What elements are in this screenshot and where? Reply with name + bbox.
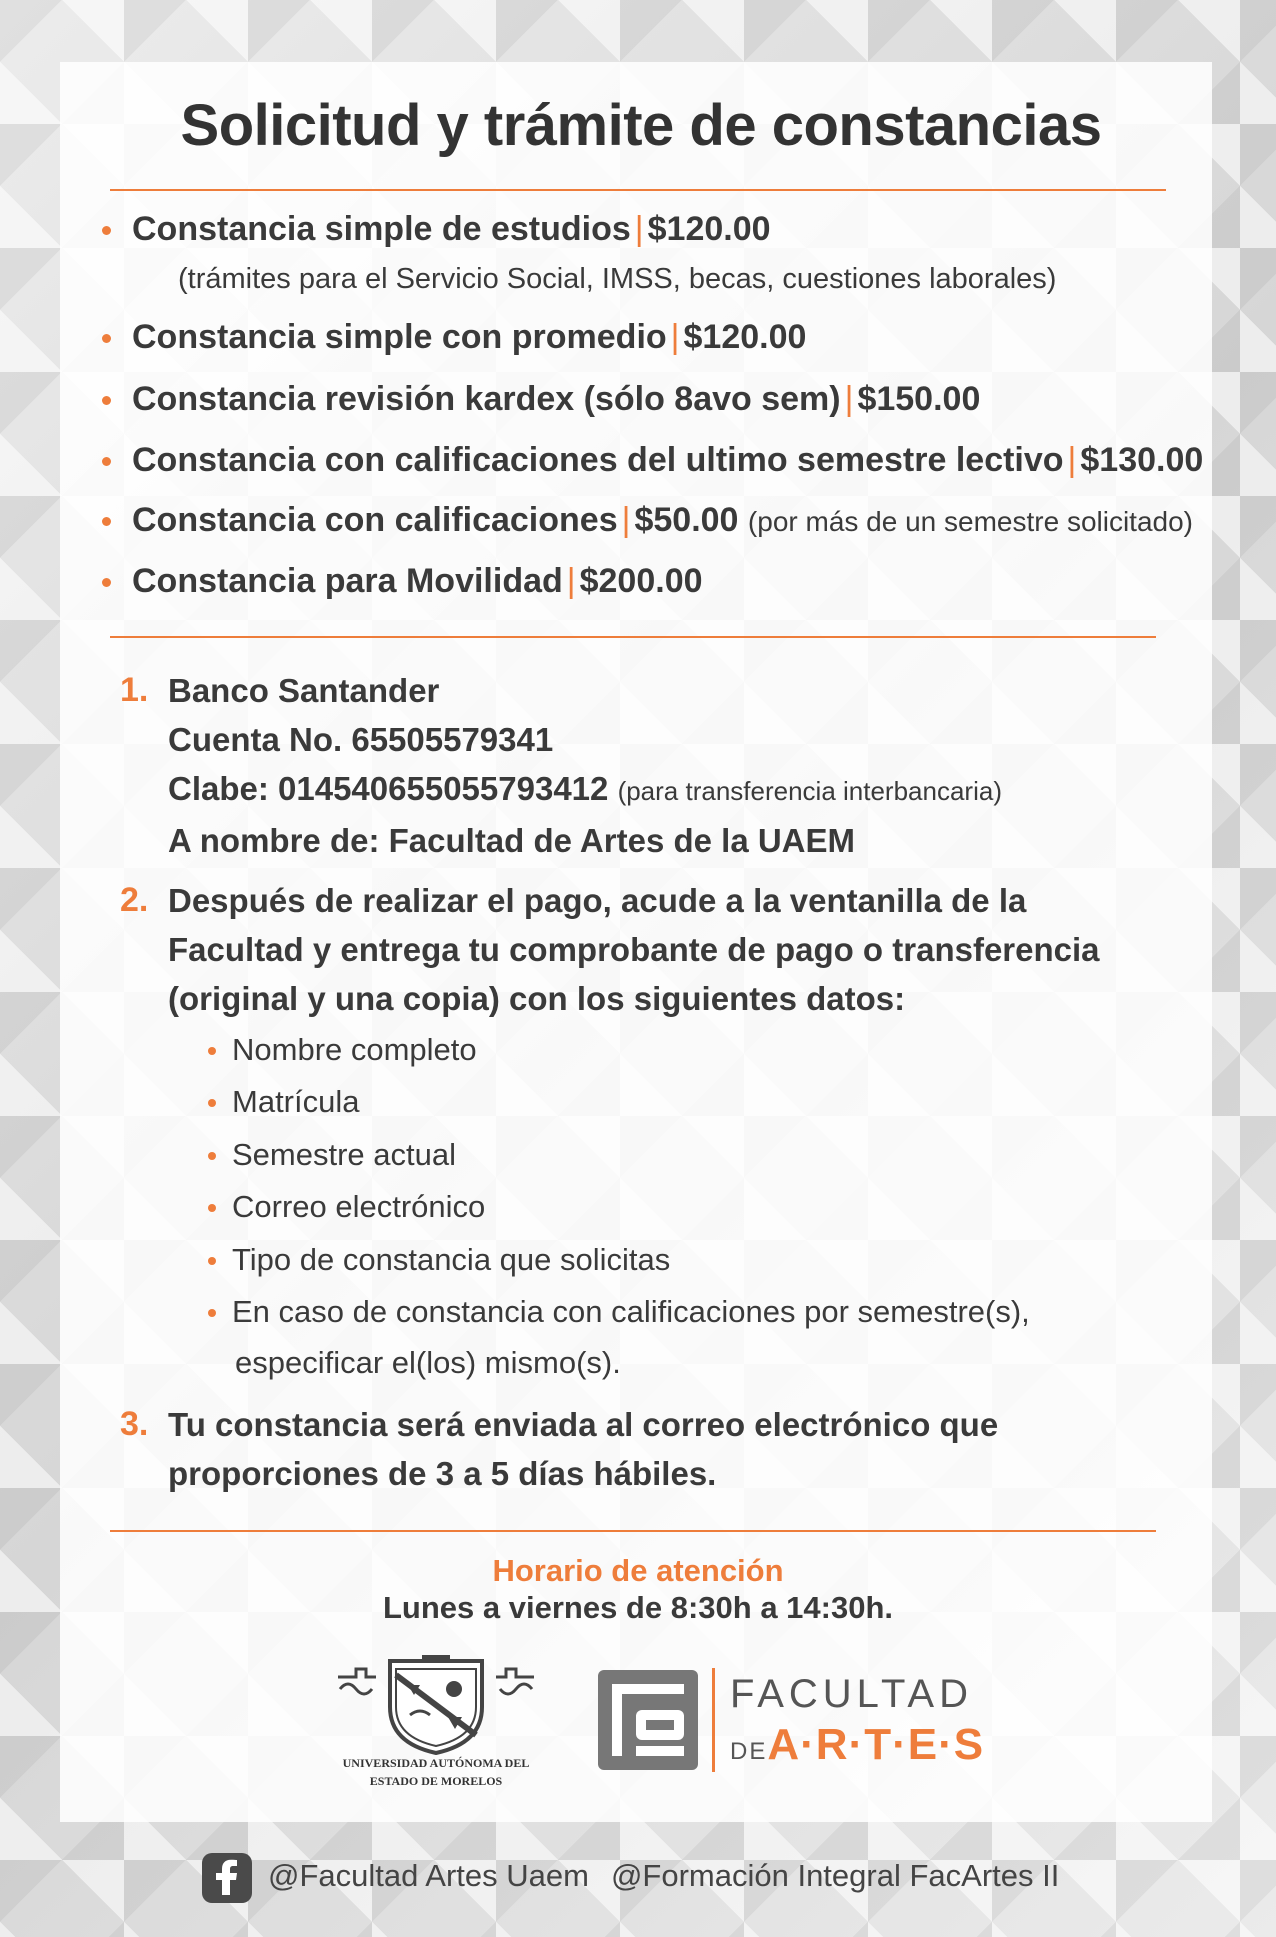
- facebook-group-link[interactable]: @Formación Integral FacArtes II: [610, 1858, 1060, 1893]
- clabe-number: Clabe: 014540655055793412: [168, 770, 609, 807]
- step-number: 1.: [120, 671, 149, 709]
- facultad-label: FACULTAD: [730, 1672, 973, 1716]
- fee-name: Constancia simple de estudios: [132, 210, 631, 248]
- divider-bottom: [110, 1530, 1156, 1532]
- divider-top: [110, 189, 1166, 191]
- schedule-title: Horario de atención: [492, 1553, 784, 1588]
- bullet-icon: [208, 1204, 216, 1212]
- fee-price: $50.00: [634, 501, 739, 539]
- bullet-icon: [208, 1152, 216, 1160]
- step-3-line: proporciones de 3 a 5 días hábiles.: [168, 1455, 717, 1492]
- bullet-icon: [102, 578, 111, 587]
- fee-separator: |: [670, 318, 680, 356]
- fee-item: [102, 210, 771, 249]
- step-3-line: Tu constancia será enviada al correo electrónico que: [168, 1406, 999, 1443]
- step-number: 3.: [120, 1405, 149, 1443]
- facultad-de: DE: [730, 1738, 768, 1765]
- fee-item: [102, 441, 1203, 480]
- bullet-icon: [102, 226, 111, 235]
- fee-separator: |: [621, 501, 631, 539]
- bullet-icon: [102, 457, 111, 466]
- fee-name: Constancia con calificaciones: [132, 501, 618, 539]
- schedule-hours: Lunes a viernes de 8:30h a 14:30h.: [382, 1590, 894, 1625]
- bullet-icon: [208, 1099, 216, 1107]
- step-2-line: (original y una copia) con los siguientes datos:: [168, 980, 906, 1017]
- uaem-name-line2: ESTADO DE MORELOS: [369, 1774, 503, 1788]
- page-title: Solicitud y trámite de constancias: [180, 93, 1102, 158]
- clabe-line: [168, 764, 1002, 816]
- fee-separator: |: [634, 210, 644, 248]
- fee-name: Constancia para Movilidad: [132, 562, 563, 600]
- clabe-note: (para transferencia interbancaria): [617, 776, 1002, 806]
- bank-name: Banco Santander: [168, 672, 440, 709]
- fee-price: $120.00: [683, 318, 807, 356]
- list-item: Nombre completo: [205, 1032, 477, 1068]
- bullet-icon: [208, 1047, 216, 1055]
- step-2-body: [168, 876, 1100, 1023]
- list-item-continuation: especificar el(los) mismo(s).: [235, 1345, 621, 1380]
- fee-price: $200.00: [579, 562, 703, 600]
- fee-item: [102, 501, 1193, 540]
- step-number: 2.: [120, 881, 149, 919]
- facebook-page-link[interactable]: @Facultad Artes Uaem: [268, 1858, 589, 1893]
- account-number: Cuenta No. 65505579341: [168, 721, 554, 758]
- fee-name: Constancia simple con promedio: [132, 318, 667, 356]
- bullet-icon: [102, 334, 111, 343]
- list-item: Semestre actual: [205, 1137, 456, 1173]
- bullet-icon: [208, 1309, 216, 1317]
- bullet-icon: [102, 517, 111, 526]
- uaem-logo: [330, 1655, 542, 1788]
- social-handles: [268, 1858, 1059, 1894]
- fee-separator: |: [1067, 441, 1077, 479]
- facultad-artes: A·R·T·E·S: [767, 1720, 985, 1769]
- account-holder: A nombre de: Facultad de Artes de la UAEM: [168, 822, 856, 859]
- fee-note: (por más de un semestre solicitado): [747, 506, 1193, 537]
- step-3-body: [168, 1400, 998, 1498]
- uaem-name-line1: UNIVERSIDAD AUTÓNOMA DEL: [342, 1756, 530, 1770]
- uaem-seal-icon: [330, 1655, 542, 1755]
- fee-separator: |: [844, 380, 854, 418]
- list-item: Matrícula: [205, 1084, 359, 1120]
- fee-sub-note: (trámites para el Servicio Social, IMSS, becas, cuestiones laborales): [178, 263, 1057, 295]
- step-2-line: Facultad y entrega tu comprobante de pago o transferencia: [168, 931, 1100, 968]
- list-item: Correo electrónico: [205, 1189, 485, 1225]
- list-item: Tipo de constancia que solicitas: [205, 1242, 670, 1278]
- list-item: En caso de constancia con calificaciones por semestre(s),: [205, 1294, 1030, 1330]
- fee-name: Constancia con calificaciones del ultimo semestre lectivo: [132, 441, 1064, 479]
- fee-name: Constancia revisión kardex (sólo 8avo sem): [132, 380, 841, 418]
- facultad-de-artes-label: [730, 1720, 984, 1770]
- fee-item: [102, 562, 703, 601]
- fee-price: $130.00: [1080, 441, 1204, 479]
- bullet-icon: [208, 1257, 216, 1265]
- logo-divider: [712, 1668, 715, 1772]
- fee-price: $150.00: [857, 380, 981, 418]
- facultad-artes-logo-icon: [598, 1670, 698, 1770]
- fee-item: [102, 380, 980, 419]
- divider-middle: [110, 636, 1156, 638]
- fee-price: $120.00: [647, 210, 771, 248]
- step-2-line: Después de realizar el pago, acude a la ventanilla de la: [168, 882, 1027, 919]
- fee-item: [102, 318, 806, 357]
- facebook-icon[interactable]: [202, 1853, 252, 1903]
- bullet-icon: [102, 396, 111, 405]
- fee-separator: |: [566, 562, 576, 600]
- step-1-body: [168, 666, 1002, 865]
